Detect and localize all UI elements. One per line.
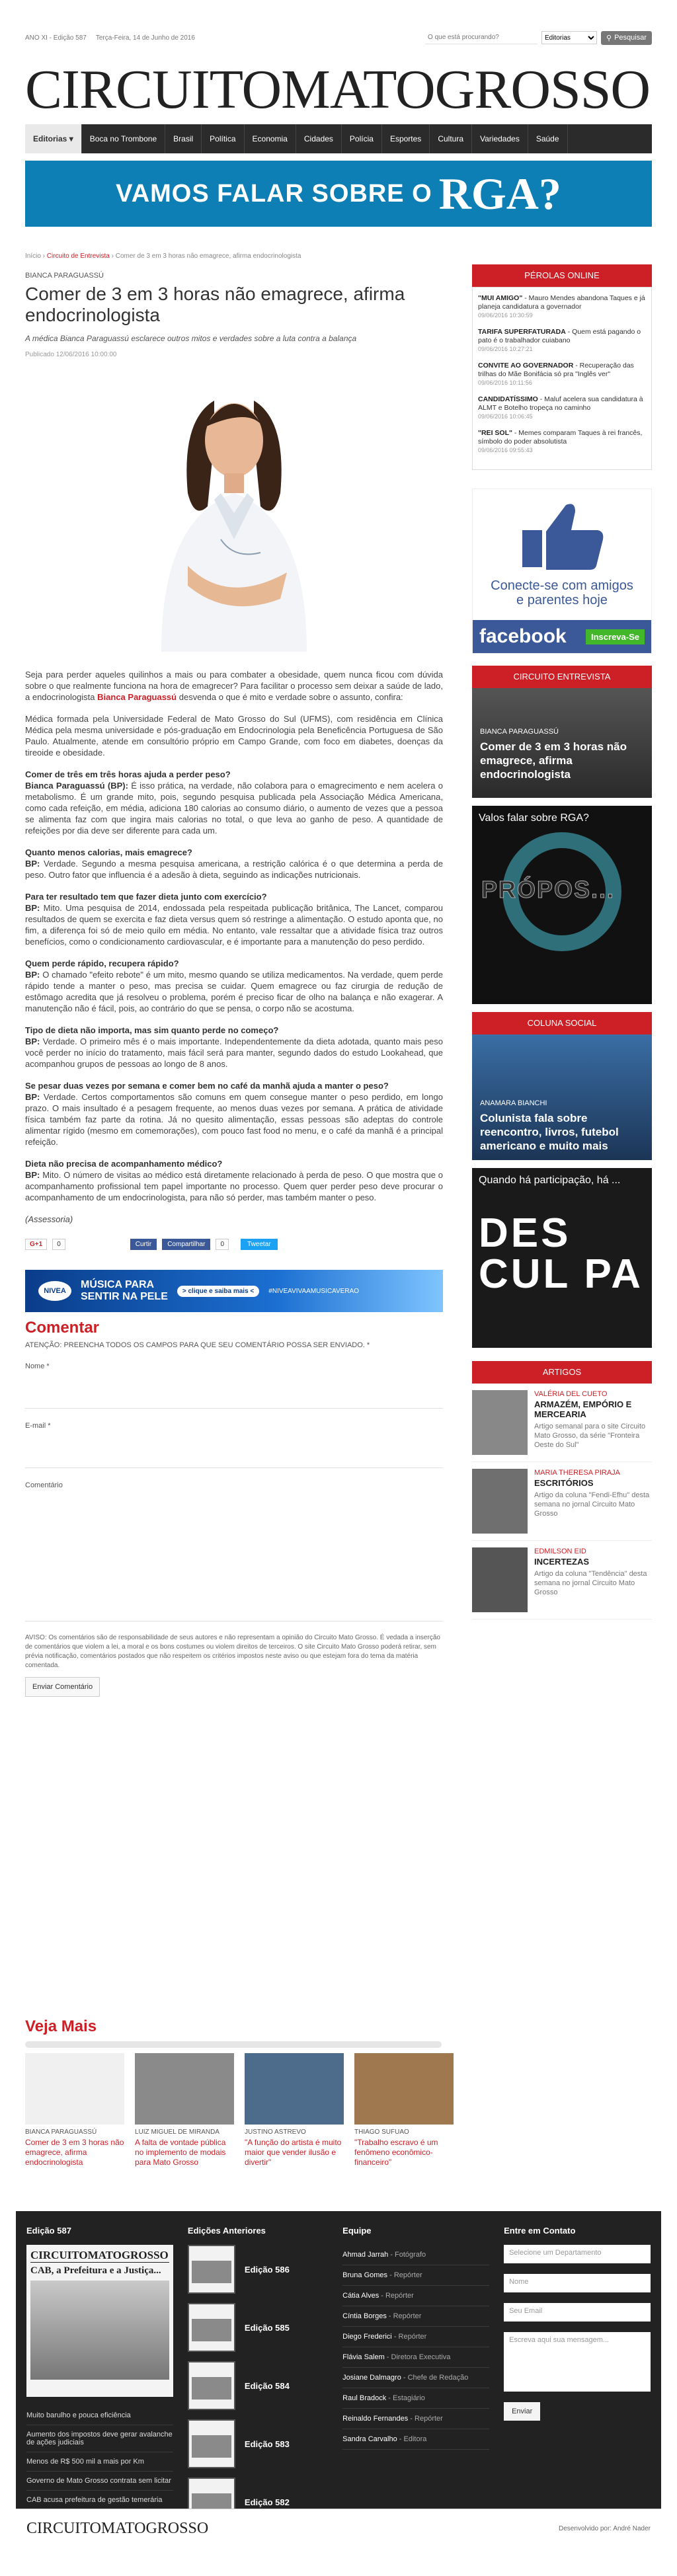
article xyxy=(25,253,443,1697)
footer-logo[interactable]: CIRCUITOMATOGROSSO xyxy=(26,2520,209,2537)
ad-cta: > clique e saiba mais < xyxy=(177,1286,259,1297)
related-card[interactable]: THIAGO SUFUAO "Trabalho escravo é um fenômeno econômico-financeiro" xyxy=(354,2053,454,2167)
list-item[interactable]: CONVITE AO GOVERNADOR - Recuperação das trilhas do Mãe Bonifácia só pra "Inglês ver" 09/06/2016 10:11:56 xyxy=(478,362,634,386)
footer-link[interactable]: Menos de R$ 500 mil a mais por Km xyxy=(26,2452,173,2472)
gplus-count: 0 xyxy=(52,1239,65,1250)
comment-warning: ATENÇÃO: PREENCHA TODOS OS CAMPOS PARA QUE SEU COMENTÁRIO POSSA SER ENVIADO. * xyxy=(25,1341,370,1349)
qa-block: Dieta não precisa de acompanhamento médico? BP: Mito. O número de visitas ao médico está diretamente relacionado à perda de peso. O que mostra que o acompanhamento profissional tem papel importante no processo. Quem quer perder peso deve procurar o acompanhamento de um endocrinologista, para não só perder, mas também manter o peso. xyxy=(25,1159,443,1202)
nav-policia[interactable]: Polícia xyxy=(342,124,382,153)
nav-saude[interactable]: Saúde xyxy=(528,124,568,153)
date-label: Terça-Feira, 14 de Junho de 2016 xyxy=(95,34,195,42)
nav-cidades[interactable]: Cidades xyxy=(296,124,342,153)
nav-economia[interactable]: Economia xyxy=(245,124,296,153)
list-item[interactable]: EDMILSON EID INCERTEZAS Artigo da coluna "Tendência" desta semana no jornal Circuito Mato Grosso xyxy=(472,1541,652,1620)
edition-link[interactable]: Edição 582 xyxy=(188,2478,328,2526)
article-body xyxy=(25,669,443,1225)
edition-label: ANO XI - Edição 587 xyxy=(25,34,87,42)
ad-hashtag: #NIVEAVIVAAMUSICAVERAO xyxy=(268,1287,359,1295)
nav-politica[interactable]: Política xyxy=(202,124,244,153)
perolas-list xyxy=(472,287,652,470)
team-member: Flávia Salem - Diretora Executiva xyxy=(342,2347,489,2368)
perolas-header: PÉROLAS ONLINE xyxy=(472,264,652,287)
bottom-bar xyxy=(16,2509,661,2548)
list-item[interactable]: TARIFA SUPERFATURADA - Quem está pagando o pato é o trabalhador cuiabano 09/06/2016 10:27:21 xyxy=(478,328,641,352)
facebook-ad[interactable]: Conecte-se com amigos e parentes hoje facebook Inscreva-Se xyxy=(472,488,652,654)
footer-link[interactable]: Muito barulho e pouca eficiência xyxy=(26,2406,173,2425)
video-player-rga[interactable]: Valos falar sobre RGA? PRÓPOS... xyxy=(472,806,652,1004)
paragraph: Seja para perder aqueles quilinhos a mais ou para combater a obesidade, quem nunca ficou com dúvida sobre o que realmente funciona na hora de emagrecer? Para facilitar o processo sem deixar a saúde de lado, a endocrinologista Bianca Paraguassú desvenda o que é mito e verdade sobre o assunto, confira: xyxy=(25,670,443,702)
footer-contact: Entre em Contato Selecione um Departamento Nome Seu Email Escreva aqui sua mensagem... Enviar xyxy=(504,2226,651,2536)
search-button[interactable]: ⚲ Pesquisar xyxy=(601,31,652,45)
carousel-scrollbar[interactable] xyxy=(25,2041,442,2048)
contact-name-input[interactable]: Nome xyxy=(504,2274,651,2292)
qa-block: Quem perde rápido, recupera rápido? BP: O chamado "efeito rebote" é um mito, mesmo quando se utiliza medicamentos. Na verdade, quem perde rápido tende a manter o peso, mas precisa se cuidar. Quem emagrece ou faz cirurgia de redução de estômago acredita que já resolveu o problema, porém é preciso ficar de olho na balança e não exagerar. A manutenção não é fácil, pois, ao contrário do que se pensa, o corpo não se acostuma. xyxy=(25,958,443,1013)
fb-share-button[interactable]: Compartilhar xyxy=(162,1239,210,1250)
site-logo[interactable]: CIRCUITOMATOGROSSO xyxy=(25,63,651,116)
article-lead: A médica Bianca Paraguassú esclarece outros mitos e verdades sobre a luta contra a balança xyxy=(25,334,357,343)
list-item[interactable]: CANDIDATÍSSIMO - Maluf acelera sua candidatura à ALMT e Botelho tropeça no caminho 09/06/2016 10:06:45 xyxy=(478,395,643,420)
team-member: Bruna Gomes - Repórter xyxy=(342,2265,489,2286)
email-label: E-mail * xyxy=(25,1422,51,1430)
nav-brasil[interactable]: Brasil xyxy=(165,124,202,153)
author-photo xyxy=(472,1547,528,1612)
comment-label: Comentário xyxy=(25,1481,63,1489)
banner-ad-rga[interactable]: VAMOS FALAR SOBRE O RGA? xyxy=(25,161,652,227)
list-item[interactable]: "MUI AMIGO" - Mauro Mendes abandona Taques e já planeja candidatura a governador 09/06/2016 10:30:59 xyxy=(478,294,645,319)
chevron-down-icon: ▾ xyxy=(69,134,73,143)
author-photo xyxy=(472,1469,528,1534)
editorias-select[interactable] xyxy=(541,31,597,44)
tweet-button[interactable]: Tweetar xyxy=(241,1239,278,1250)
author-photo xyxy=(472,1390,528,1455)
related-card[interactable]: JUSTINO ASTREVO "A função do artista é muito maior que vender ilusão e divertir" xyxy=(245,2053,344,2167)
contact-send-button[interactable]: Enviar xyxy=(504,2402,540,2421)
footer-link[interactable]: Aumento dos impostos deve gerar avalanche de ações judiciais xyxy=(26,2425,173,2452)
team-member: Cátia Alves - Repórter xyxy=(342,2286,489,2306)
published-date: Publicado 12/06/2016 10:00:00 xyxy=(25,351,117,358)
list-item[interactable]: "REI SOL" - Memes comparam Taques à rei francês, símbolo do poder absolutista 09/06/2016 09:55:43 xyxy=(478,429,643,453)
contact-message-textarea[interactable]: Escreva aqui sua mensagem... xyxy=(504,2332,651,2392)
team-member: Diego Frederici - Repórter xyxy=(342,2327,489,2347)
comment-textarea[interactable] xyxy=(25,1489,443,1621)
main-nav xyxy=(25,124,652,153)
team-member: Reinaldo Fernandes - Repórter xyxy=(342,2409,489,2429)
breadcrumb: Início › Circuito de Entrevista › Comer de 3 em 3 horas não emagrece, afirma endocrinologista xyxy=(25,253,301,260)
artigos-header: ARTIGOS xyxy=(472,1361,652,1384)
edition-link[interactable]: Edição 583 xyxy=(188,2419,328,2468)
sidebar xyxy=(472,264,652,1620)
footer-team: Equipe Ahmad Jarrah - Fotógrafo Bruna Gomes - Repórter Cátia Alves - Repórter Cíntia Borges - Repórter Diego Frederici - Repórter Flávia Salem - Diretora Executiva Josiane Dalmagro - Chefe de Redação Raul Bradock - Estagiário Reinaldo Fernandes - Repórter Sandra Carvalho - Editora xyxy=(342,2226,489,2536)
thumbs-up-icon xyxy=(516,497,608,570)
comment-title: Comentar xyxy=(25,1319,100,1337)
team-member: Sandra Carvalho - Editora xyxy=(342,2429,489,2450)
qa-block: Quanto menos calorias, mais emagrece? BP: Verdade. Segundo a mesma pesquisa americana, a restrição calórica é o que determina a perda de peso. Outro fator que influencia é a adesão à dieta, seguindo as indicações nutricionais. xyxy=(25,847,443,880)
highlight-link[interactable]: Bianca Paraguassú xyxy=(97,692,177,702)
search-area xyxy=(425,31,652,45)
veja-mais-title: Veja Mais xyxy=(25,2017,97,2035)
nav-variedades[interactable]: Variedades xyxy=(472,124,528,153)
qa-block: Comer de três em três horas ajuda a perder peso? Bianca Paraguassú (BP): É isso prática, na verdade, não colabora para o emagrecimento e nem acelera o metabolismo. É um grande mito, pois, segundo pesquisa publicada pela Associação Médica Americana, como cada refeição, em média, adiciona 180 calorias ao consumo diário, o aumento de vezes que a pessoa se alimenta faz com que ingira mais calorias no total, o que leva ao ganho de peso. A quantidade de refeições por dia deve ser diferente para cada um. xyxy=(25,769,443,836)
gplus-button[interactable]: G+1 xyxy=(25,1239,47,1250)
search-icon: ⚲ xyxy=(606,34,612,42)
fb-count: 0 xyxy=(216,1239,229,1250)
qa-block: Se pesar duas vezes por semana e comer bem no café da manhã ajuda a manter o peso? BP: Verdade. Certos comportamentos são comuns em quem consegue manter o peso perdido, em longo prazo. O mais insultado é a pesagem frequente, ao menos duas vezes por semana. A prática de atividade física também faz parte da rotina. Já no quesito alimentação, essas pessoas são adeptas do controle alimentar rígido (mesmo em comemorações), com pouco fast food no menu, e o café da manhã é a principal refeição. xyxy=(25,1081,443,1147)
developer-credit: Desenvolvido por: André Nader xyxy=(559,2525,651,2532)
qa-block: Tipo de dieta não importa, mas sim quanto perde no começo? BP: Verdade. O primeiro mês é o mais importante. Independentemente da dieta adotada, quanto mais peso você perder no início do tratamento, mais fácil será para manter, segundo dados do estudo Lookahead, que acompanhou grupos de pessoas ao longo de 8 anos. xyxy=(25,1025,443,1069)
crumb-home[interactable]: Início xyxy=(25,253,41,260)
related-card[interactable]: BIANCA PARAGUASSÚ Comer de 3 em 3 horas não emagrece, afirma endocrinologista xyxy=(25,2053,124,2167)
article-author: BIANCA PARAGUASSÚ xyxy=(25,272,104,280)
edition-link[interactable]: Edição 585 xyxy=(188,2303,328,2352)
footer-link[interactable]: Governo de Mato Grosso contrata sem licitar xyxy=(26,2472,173,2491)
department-select[interactable]: Selecione um Departamento xyxy=(504,2245,651,2263)
edition-cover[interactable]: CIRCUITOMATOGROSSO CAB, a Prefeitura e a Justiça... xyxy=(26,2245,173,2397)
edition-link[interactable]: Edição 584 xyxy=(188,2361,328,2410)
paragraph: Médica formada pela Universidade Federal de Mato Grosso do Sul (UFMS), com residência em Clínica Médica pela mesma universidade e pós-graduação em Endocrinologia pela Beneficência Portuguesa de São Paulo. Atualmente, atende em consultório próprio em Campo Grande, com foco em diabetes, doenças da tireoide e obesidade. xyxy=(25,714,443,758)
fb-like-button[interactable]: Curtir xyxy=(130,1239,157,1250)
list-item[interactable]: MARIA THERESA PIRAJA ESCRITÓRIOS Artigo da coluna "Fendi-Efhu" desta semana no jornal Circuito Mato Grosso xyxy=(472,1462,652,1541)
nav-editorias[interactable]: Editorias ▾ xyxy=(25,124,82,153)
search-input[interactable] xyxy=(425,31,538,44)
nav-cultura[interactable]: Cultura xyxy=(430,124,472,153)
email-field[interactable] xyxy=(25,1430,443,1468)
team-member: Ahmad Jarrah - Fotógrafo xyxy=(342,2245,489,2265)
facebook-logo: facebook xyxy=(479,625,567,647)
crumb-current: Comer de 3 em 3 horas não emagrece, afirma endocrinologista xyxy=(115,253,301,260)
entrevista-box[interactable]: CIRCUITO ENTREVISTA BIANCA PARAGUASSÚ Comer de 3 em 3 horas não emagrece, afirma endocrinologista xyxy=(472,666,652,798)
article-title: Comer de 3 em 3 horas não emagrece, afirma endocrinologista xyxy=(25,284,405,325)
related-card[interactable]: LUIZ MIGUEL DE MIRANDA A falta de vontade pública no implemento de modais para Mato Grosso xyxy=(135,2053,234,2167)
name-label: Nome * xyxy=(25,1362,50,1370)
coluna-social-box[interactable]: COLUNA SOCIAL ANAMARA BIANCHI Colunista fala sobre reencontro, livros, futebol americano e muito mais xyxy=(472,1012,652,1160)
article-source: (Assessoria) xyxy=(25,1214,73,1224)
qa-block: Para ter resultado tem que fazer dieta junto com exercício? BP: Mito. Uma pesquisa de 2014, endossada pela respeitada publicação britânica, The Lancet, comparou resultados de quem se exercita e faz dieta versus quem só restringe a alimentação. O estudo aponta que, no fim, a diferença foi só de meio quilo em média. No entanto, vale ressaltar que a atividade física traz outros benefícios, como o condicionamento cardiovascular, e é importante para a manutenção do peso perdido. xyxy=(25,892,443,947)
artigos-box xyxy=(472,1361,652,1620)
name-field[interactable] xyxy=(25,1370,443,1409)
top-bar xyxy=(25,30,652,45)
edition-link[interactable]: Edição 586 xyxy=(188,2245,328,2294)
footer-edition: Edição 587 CIRCUITOMATOGROSSO CAB, a Prefeitura e a Justiça... Muito barulho e pouca eficiência Aumento dos impostos deve gerar avalanche de ações judiciais Menos de R$ 500 mil a mais por Km Governo de Mato Grosso contrata sem licitar CAB acusa prefeitura de gestão temerária xyxy=(26,2226,173,2536)
footer-link[interactable]: CAB acusa prefeitura de gestão temerária xyxy=(26,2491,173,2510)
send-comment-button[interactable]: Enviar Comentário xyxy=(25,1677,100,1697)
contact-email-input[interactable]: Seu Email xyxy=(504,2303,651,2322)
nav-boca-no-trombone[interactable]: Boca no Trombone xyxy=(82,124,165,153)
footer-previous-editions: Edições Anteriores Edição 586 Edição 585 Edição 584 Edição 583 Edição 582 xyxy=(188,2226,328,2536)
crumb-section[interactable]: Circuito de Entrevista xyxy=(46,253,110,260)
footer xyxy=(16,2211,661,2509)
nav-esportes[interactable]: Esportes xyxy=(382,124,430,153)
share-bar xyxy=(25,1237,443,1251)
nivea-logo: NIVEA xyxy=(38,1281,71,1301)
comment-notice: AVISO: Os comentários são de responsabilidade de seus autores e não representam a opinião do Circuito Mato Grosso. É vedada a inserção de comentários que violem a lei, a moral e os bons costumes ou violem direitos de terceiros. O site Circuito Mato Grosso poderá retirar, sem prévia notificação, comentários postados que não respeitem os critérios impostos neste aviso ou que estejam fora do tema da matéria comentada. xyxy=(25,1634,440,1669)
signup-button[interactable]: Inscreva-Se xyxy=(586,629,645,644)
team-member: Cíntia Borges - Repórter xyxy=(342,2306,489,2327)
team-member: Josiane Dalmagro - Chefe de Redação xyxy=(342,2368,489,2388)
video-player-desculpa[interactable]: Quando há participação, há ... DES CUL PA xyxy=(472,1168,652,1348)
banner-ad-nivea[interactable]: NIVEA MÚSICA PARA SENTIR NA PELE > clique e saiba mais < #NIVEAVIVAAMUSICAVERAO xyxy=(25,1270,443,1312)
list-item[interactable]: VALÉRIA DEL CUETO ARMAZÉM, EMPÓRIO E MERCEARIA Artigo semanal para o site Circuito Mato Grosso, da série "Fronteira Oeste do Sul" xyxy=(472,1384,652,1462)
team-member: Raul Bradock - Estagiário xyxy=(342,2388,489,2409)
article-photo xyxy=(115,368,353,652)
comment-form xyxy=(25,1319,443,1697)
veja-mais xyxy=(25,2017,468,2167)
